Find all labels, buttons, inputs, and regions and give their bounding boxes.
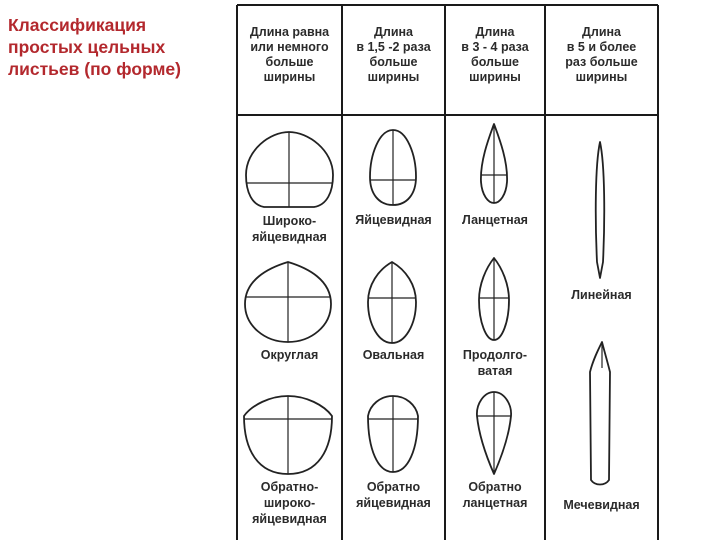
label-line: Обратно bbox=[468, 480, 522, 494]
header-line: Длина bbox=[475, 25, 515, 39]
leaf-label-oblong bbox=[445, 347, 545, 379]
label-line: ватая bbox=[477, 364, 513, 378]
header-line: ширины bbox=[575, 70, 628, 84]
linear-leaf-icon bbox=[596, 142, 604, 278]
header-line: ширины bbox=[367, 70, 420, 84]
column-header-3 bbox=[445, 25, 545, 85]
rounded-leaf-icon bbox=[245, 262, 331, 342]
label-line: ланцетная bbox=[462, 496, 528, 510]
label-line: Ланцетная bbox=[462, 213, 528, 227]
leaf-label-obovate-broad bbox=[237, 479, 342, 527]
header-line: больше bbox=[470, 55, 520, 69]
header-line: больше bbox=[369, 55, 418, 69]
header-line: в 3 - 4 раза bbox=[461, 40, 529, 54]
label-line: Линейная bbox=[571, 288, 632, 302]
label-line: Мечевидная bbox=[563, 498, 640, 512]
ensiform-leaf-icon bbox=[590, 342, 610, 485]
header-line: больше bbox=[265, 55, 314, 69]
title-line-2: простых цельных bbox=[8, 37, 166, 57]
oblong-leaf-icon bbox=[479, 258, 509, 340]
label-line: яйцевидная bbox=[356, 496, 431, 510]
label-line: Яйцевидная bbox=[355, 213, 432, 227]
label-line: яйцевидная bbox=[252, 230, 327, 244]
header-line: Длина равна bbox=[249, 25, 330, 39]
label-line: Обратно- bbox=[260, 480, 319, 494]
column-header-2 bbox=[342, 25, 445, 85]
leaf-label-obovate bbox=[342, 479, 445, 511]
leaf-label-oblanceolate bbox=[445, 479, 545, 511]
leaf-label-ensiform bbox=[545, 497, 658, 513]
ovate-leaf-icon bbox=[370, 130, 416, 205]
leaf-label-oval bbox=[342, 347, 445, 363]
obovate-broad-leaf-icon bbox=[244, 396, 332, 474]
header-line: раз больше bbox=[565, 55, 638, 69]
label-line: Округлая bbox=[260, 348, 319, 362]
lanceolate-leaf-icon bbox=[481, 124, 507, 203]
header-line: в 5 и более bbox=[566, 40, 637, 54]
column-header-1 bbox=[237, 25, 342, 85]
header-line: ширины bbox=[263, 70, 316, 84]
leaf-label-broad-ovate bbox=[237, 213, 342, 245]
label-line: Обратно bbox=[366, 480, 421, 494]
obovate-leaf-icon bbox=[368, 396, 418, 472]
label-line: Продолго- bbox=[462, 348, 528, 362]
header-line: или немного bbox=[250, 40, 329, 54]
label-line: широко- bbox=[263, 496, 316, 510]
leaf-label-lanceolate bbox=[445, 212, 545, 228]
label-line: Широко- bbox=[262, 214, 317, 228]
label-line: Овальная bbox=[362, 348, 425, 362]
oblanceolate-leaf-icon bbox=[477, 392, 511, 474]
leaf-label-linear bbox=[545, 287, 658, 303]
label-line: яйцевидная bbox=[252, 512, 327, 526]
header-line: Длина bbox=[581, 25, 622, 39]
title-line-3: листьев (по форме) bbox=[8, 59, 181, 79]
broad-ovate-leaf-icon bbox=[246, 132, 333, 207]
header-line: ширины bbox=[469, 70, 521, 84]
leaf-label-rounded bbox=[237, 347, 342, 363]
header-line: в 1,5 -2 раза bbox=[356, 40, 431, 54]
oval-leaf-icon bbox=[368, 262, 416, 343]
column-header-4 bbox=[545, 25, 658, 85]
header-line: Длина bbox=[373, 25, 414, 39]
title-line-1: Классификация bbox=[8, 15, 147, 35]
leaf-label-ovate bbox=[342, 212, 445, 228]
